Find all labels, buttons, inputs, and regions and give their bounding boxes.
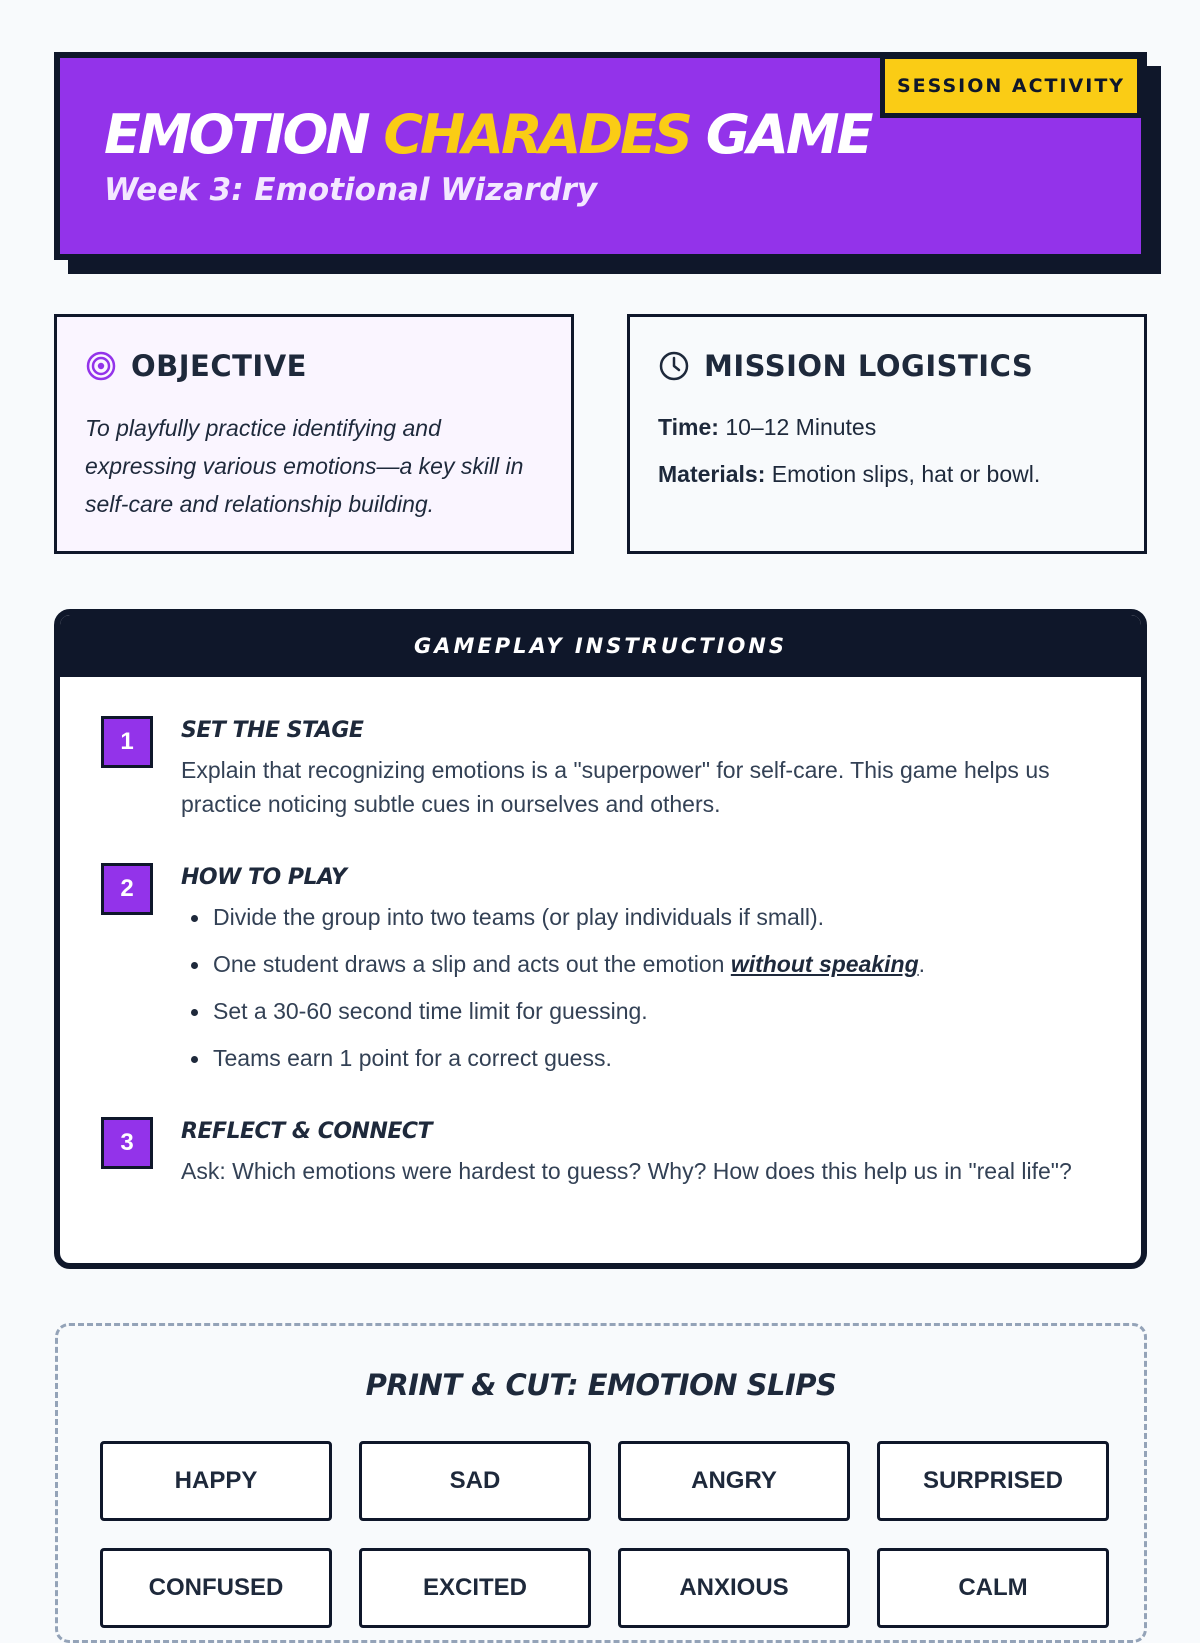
- without-speaking-emphasis: without speaking: [730, 951, 919, 977]
- step-number-2: 2: [101, 863, 153, 915]
- time-value: 10–12 Minutes: [718, 414, 877, 440]
- list-item: [213, 947, 1133, 994]
- logistics-card: [627, 314, 1147, 554]
- step-text-1: Explain that recognizing emotions is a "superpower" for self-care. This game helps us practice noticing subtle cues in ourselves and others.: [181, 757, 1050, 817]
- emotion-slip-surprised: SURPRISED: [877, 1441, 1109, 1521]
- target-icon: [85, 350, 117, 382]
- emotion-slip-sad: SAD: [359, 1441, 591, 1521]
- bullet-end: .: [918, 951, 926, 977]
- emotion-slip-anxious: ANXIOUS: [618, 1548, 850, 1628]
- emotion-slip-confused: CONFUSED: [100, 1548, 332, 1628]
- materials-row: [658, 461, 1040, 488]
- page-subtitle: Week 3: Emotional Wizardry: [104, 172, 598, 208]
- session-activity-badge: SESSION ACTIVITY: [880, 54, 1142, 118]
- clock-icon: [658, 350, 690, 382]
- objective-card: [54, 314, 574, 554]
- title-highlight: CHARADES: [383, 103, 690, 166]
- emotion-slip-calm: CALM: [877, 1548, 1109, 1628]
- list-item: Set a 30-60 second time limit for guessing.: [213, 994, 1133, 1041]
- instructions-panel: [54, 609, 1147, 1269]
- step-title-2: HOW TO PLAY: [181, 865, 347, 890]
- bullet-text: One student draws a slip and acts out the emotion: [213, 951, 731, 977]
- instructions-heading: GAMEPLAY INSTRUCTIONS: [60, 615, 1141, 677]
- objective-heading: OBJECTIVE: [131, 349, 307, 383]
- emotion-slip-happy: HAPPY: [100, 1441, 332, 1521]
- logistics-heading: MISSION LOGISTICS: [704, 349, 1034, 383]
- emotion-slip-angry: ANGRY: [618, 1441, 850, 1521]
- objective-header: [85, 349, 307, 383]
- list-item: Divide the group into two teams (or play individuals if small).: [213, 900, 1133, 947]
- emotion-slips-panel: [55, 1323, 1147, 1643]
- step-title-3: REFLECT & CONNECT: [181, 1119, 433, 1144]
- slips-title: PRINT & CUT: EMOTION SLIPS: [365, 1368, 837, 1402]
- step-text-3: Ask: Which emotions were hardest to guess? Why? How does this help us in "real life"?: [181, 1158, 1072, 1184]
- how-to-play-list: [181, 900, 1133, 1088]
- list-item: Teams earn 1 point for a correct guess.: [213, 1041, 1133, 1088]
- step-number-3: 3: [101, 1117, 153, 1169]
- title-part-2: GAME: [689, 103, 871, 166]
- title-part-1: EMOTION: [104, 103, 384, 166]
- page-title: [104, 100, 871, 170]
- materials-value: Emotion slips, hat or bowl.: [765, 461, 1041, 487]
- step-title-1: SET THE STAGE: [181, 718, 364, 743]
- step-number-1: 1: [101, 716, 153, 768]
- emotion-slip-excited: EXCITED: [359, 1548, 591, 1628]
- time-label: Time:: [658, 414, 719, 440]
- objective-text: To playfully practice identifying and expressing various emotions—a key skill in self-care and relationship building.: [85, 415, 524, 517]
- logistics-header: [658, 349, 1033, 383]
- materials-label: Materials:: [658, 461, 766, 487]
- time-row: [658, 414, 876, 441]
